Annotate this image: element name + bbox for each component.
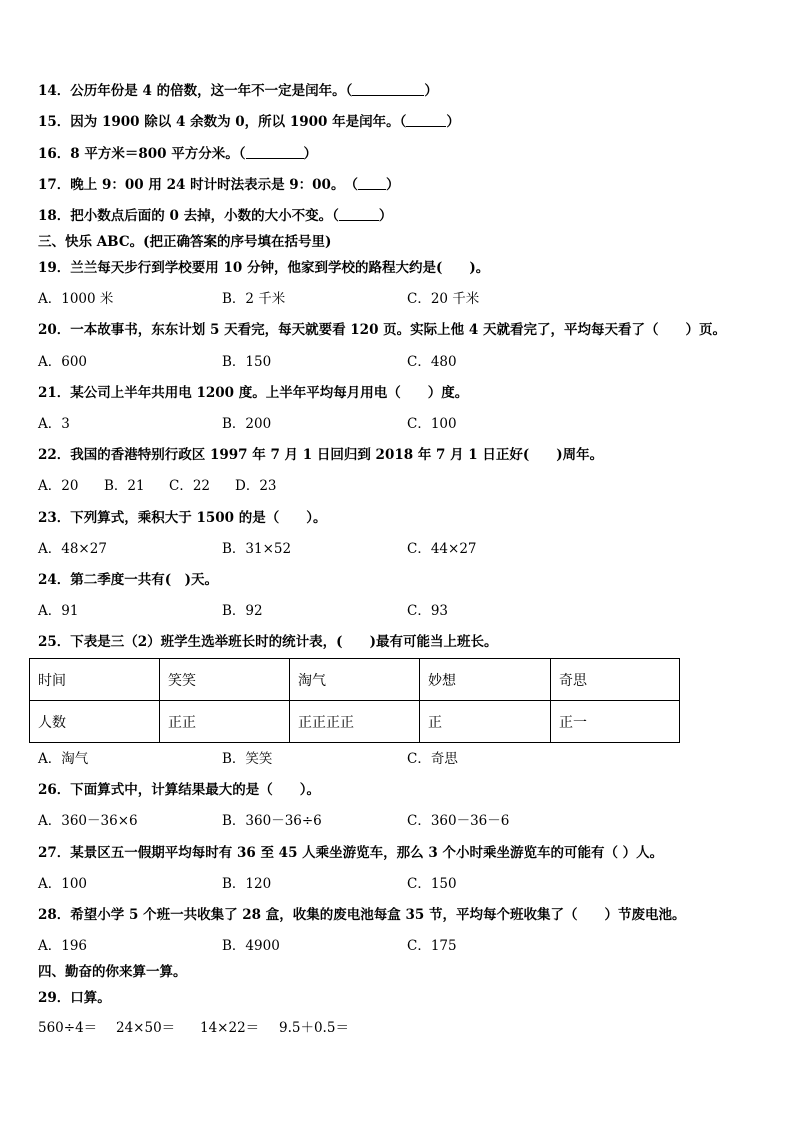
option-b[interactable]: B．2 千米: [222, 291, 286, 307]
question-14: 14．公历年份是 4 的倍数，这一年不一定是闰年。（ ）: [38, 83, 438, 99]
option-a[interactable]: A．48×27: [38, 541, 107, 557]
calc-item: 560÷4＝: [38, 1020, 98, 1036]
question-text: 公历年份是 4 的倍数，这一年不一定是闰年。（: [70, 83, 353, 99]
table-cell: 正正: [160, 701, 290, 743]
question-number: 14．: [38, 83, 71, 99]
table-cell: 人数: [30, 701, 160, 743]
calc-item: 24×50＝: [116, 1020, 176, 1036]
option-b[interactable]: B．150: [222, 354, 272, 370]
option-c[interactable]: C．93: [407, 603, 449, 619]
question-number: 15．: [38, 114, 71, 130]
question-29: 29．口算。: [38, 990, 111, 1006]
question-text: 把小数点后面的 0 去掉，小数的大小不变。（: [70, 208, 339, 224]
question-21: 21．某公司上半年共用电 1200 度。上半年平均每月用电（ ）度。: [38, 385, 469, 401]
option-c[interactable]: C．480: [407, 354, 457, 370]
option-d[interactable]: D．23: [235, 478, 277, 494]
option-b[interactable]: B．31×52: [222, 541, 292, 557]
question-22: 22．我国的香港特别行政区 1997 年 7 月 1 日回归到 2018 年 7 月 1 日正好( )周年。: [38, 447, 604, 463]
answer-blank[interactable]: [358, 175, 386, 190]
question-number: 17．: [38, 177, 71, 193]
section-heading-3: 三、快乐 ABC。(把正确答案的序号填在括号里): [38, 234, 332, 250]
question-24: 24．第二季度一共有( )天。: [38, 572, 219, 588]
table-cell: 妙想: [420, 659, 551, 701]
question-23: 23．下列算式，乘积大于 1500 的是（ ）。: [38, 510, 327, 526]
table-cell: 淘气: [290, 659, 420, 701]
option-a[interactable]: A．淘气: [38, 751, 89, 767]
option-c[interactable]: C．22: [169, 478, 211, 494]
question-16: 16．8 平方米＝800 平方分米。（ ）: [38, 146, 318, 162]
question-17: 17．晚上 9：00 用 24 时计时法表示是 9：00。 （ ）: [38, 177, 400, 193]
table-cell: 时间: [30, 659, 160, 701]
question-text: 8 平方米＝800 平方分米。（: [70, 146, 246, 162]
option-b[interactable]: B．21: [104, 478, 145, 494]
option-a[interactable]: A．100: [38, 876, 88, 892]
option-a[interactable]: A．600: [38, 354, 88, 370]
option-a[interactable]: A．196: [38, 938, 88, 954]
question-28: 28．希望小学 5 个班一共收集了 28 盒，收集的废电池每盒 35 节，平均每个班收集了（ ）节废电池。: [38, 907, 686, 923]
option-a[interactable]: A．1000 米: [38, 291, 114, 307]
calc-item: 14×22＝: [200, 1020, 260, 1036]
option-c[interactable]: C．150: [407, 876, 457, 892]
question-20: 20．一本故事书，东东计划 5 天看完，每天就要看 120 页。实际上他 4 天就看完了，平均每天看了（ ）页。: [38, 322, 726, 338]
question-15: 15．因为 1900 除以 4 余数为 0，所以 1900 年是闰年。（ ）: [38, 114, 460, 130]
table-cell: 奇思: [551, 659, 680, 701]
question-text: 因为 1900 除以 4 余数为 0，所以 1900 年是闰年。（: [70, 114, 407, 130]
answer-blank[interactable]: [406, 112, 446, 127]
answer-blank[interactable]: [352, 81, 424, 96]
option-b[interactable]: B．92: [222, 603, 263, 619]
table-header-row: [30, 659, 680, 701]
option-c[interactable]: C．360－36－6: [407, 813, 510, 829]
option-c[interactable]: C．奇思: [407, 751, 458, 767]
table-cell: 正正正正: [290, 701, 420, 743]
table-cell: 正一: [551, 701, 680, 743]
question-27: 27．某景区五一假期平均每时有 36 至 45 人乘坐游览车，那么 3 个小时乘坐游览车的可能有（ ）人。: [38, 845, 664, 861]
option-c[interactable]: C．175: [407, 938, 457, 954]
table-row: [30, 701, 680, 743]
option-a[interactable]: A．360－36×6: [38, 813, 138, 829]
question-18: 18．把小数点后面的 0 去掉，小数的大小不变。（ ）: [38, 208, 393, 224]
option-b[interactable]: B．笑笑: [222, 751, 273, 767]
option-a[interactable]: A．3: [38, 416, 70, 432]
answer-blank[interactable]: [246, 144, 304, 159]
option-c[interactable]: C．20 千米: [407, 291, 480, 307]
question-number: 16．: [38, 146, 71, 162]
question-26: 26．下面算式中，计算结果最大的是（ ）。: [38, 782, 321, 798]
section-heading-4: 四、勤奋的你来算一算。: [38, 964, 187, 980]
question-number: 18．: [38, 208, 71, 224]
option-b[interactable]: B．120: [222, 876, 272, 892]
option-b[interactable]: B．4900: [222, 938, 280, 954]
question-text: 晚上 9：00 用 24 时计时法表示是 9：00。 （: [70, 177, 358, 193]
vote-stats-table: [29, 658, 680, 743]
question-25: 25．下表是三（2）班学生选举班长时的统计表，( )最有可能当上班长。: [38, 634, 498, 650]
option-c[interactable]: C．44×27: [407, 541, 477, 557]
option-b[interactable]: B．200: [222, 416, 272, 432]
answer-blank[interactable]: [339, 206, 379, 221]
table-cell: 笑笑: [160, 659, 290, 701]
option-a[interactable]: A．20: [38, 478, 79, 494]
question-19: 19．兰兰每天步行到学校要用 10 分钟，他家到学校的路程大约是( )。: [38, 260, 490, 276]
option-c[interactable]: C．100: [407, 416, 457, 432]
table-cell: 正: [420, 701, 551, 743]
calc-item: 9.5＋0.5＝: [279, 1020, 349, 1036]
option-a[interactable]: A．91: [38, 603, 79, 619]
option-b[interactable]: B．360－36÷6: [222, 813, 322, 829]
